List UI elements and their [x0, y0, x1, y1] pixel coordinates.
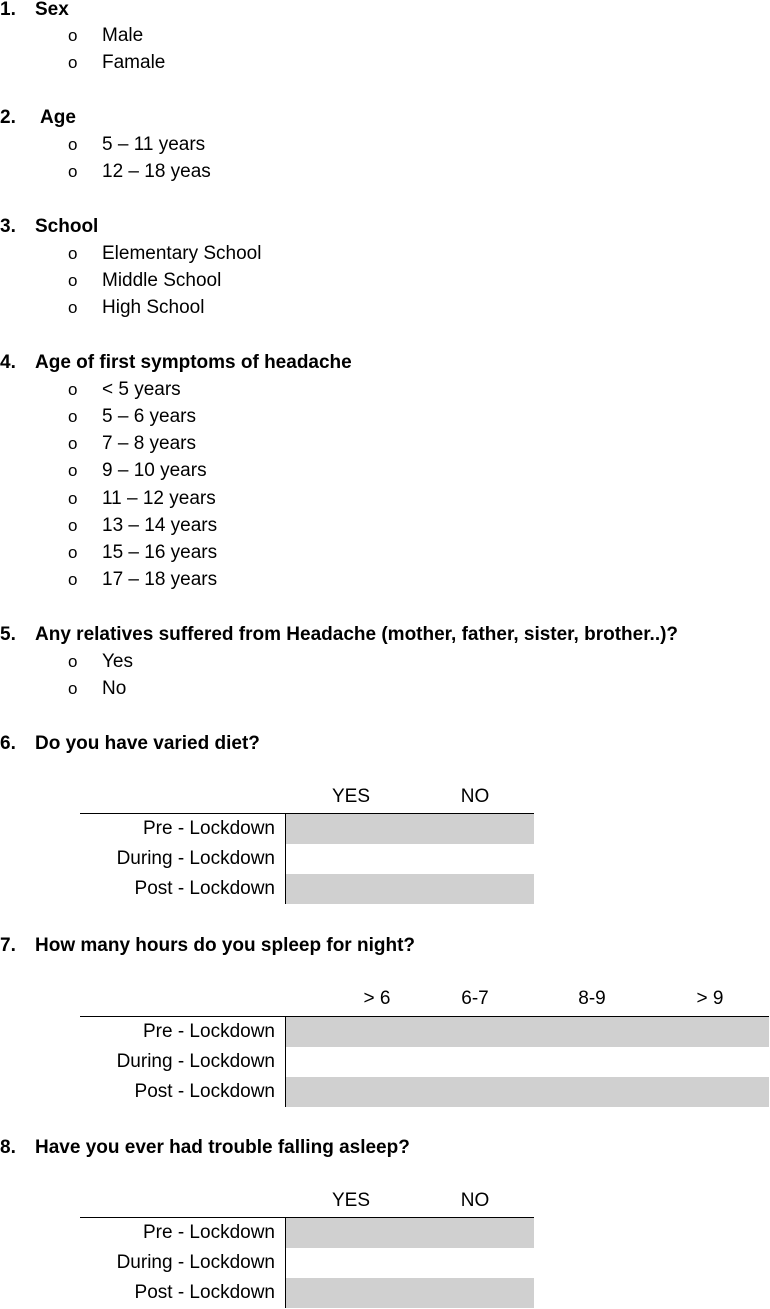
column-header-8-9: 8-9	[578, 988, 606, 1009]
question-number: 6.	[0, 733, 16, 754]
option-label: < 5 years	[102, 379, 181, 400]
radio-circle-icon: o	[68, 53, 78, 72]
radio-option-11-12[interactable]	[68, 488, 216, 510]
radio-option-famale[interactable]	[68, 52, 165, 74]
radio-option-middle-school[interactable]	[68, 270, 221, 292]
question-number: 4.	[0, 352, 16, 373]
option-label: No	[102, 678, 127, 699]
answer-row-during-lockdown[interactable]	[286, 844, 534, 874]
radio-option-age-12-18[interactable]	[68, 161, 211, 183]
radio-option-yes[interactable]	[68, 651, 133, 673]
radio-circle-icon: o	[68, 271, 78, 290]
option-label: 15 – 16 years	[102, 542, 218, 563]
question-number: 1.	[0, 0, 16, 20]
radio-circle-icon: o	[68, 679, 78, 698]
radio-circle-icon: o	[68, 135, 78, 154]
row-label-pre-lockdown: Pre - Lockdown	[142, 1021, 275, 1042]
column-header-6-7: 6-7	[461, 988, 489, 1009]
column-header-over-9: > 9	[696, 988, 724, 1009]
radio-option-15-16[interactable]	[68, 542, 217, 564]
radio-option-no[interactable]	[68, 678, 126, 700]
option-label: Yes	[102, 651, 133, 672]
radio-option-male[interactable]	[68, 25, 143, 47]
radio-option-high-school[interactable]	[68, 297, 204, 319]
question-text: Have you ever had trouble falling asleep?	[35, 1137, 410, 1158]
column-header-no: NO	[460, 786, 490, 807]
answer-row-pre-lockdown[interactable]	[286, 1017, 769, 1047]
column-header-yes: YES	[331, 1190, 371, 1211]
radio-option-age-5-11[interactable]	[68, 134, 205, 156]
column-header-yes: YES	[331, 786, 371, 807]
option-label: Male	[102, 25, 144, 46]
row-label-post-lockdown: Post - Lockdown	[134, 878, 275, 899]
question-text: School	[35, 216, 99, 237]
option-label: 9 – 10 years	[102, 460, 207, 481]
option-label: Elementary School	[102, 243, 262, 264]
row-label-during-lockdown: During - Lockdown	[116, 1051, 275, 1072]
question-text: Age of first symptoms of headache	[35, 352, 352, 373]
answer-row-during-lockdown[interactable]	[286, 1047, 769, 1077]
column-header-no: NO	[460, 1190, 490, 1211]
question-text: Any relatives suffered from Headache (mother, father, sister, brother..)?	[35, 624, 679, 645]
radio-circle-icon: o	[68, 434, 78, 453]
row-label-post-lockdown: Post - Lockdown	[134, 1081, 275, 1102]
answer-row-pre-lockdown[interactable]	[286, 814, 534, 844]
radio-option-17-18[interactable]	[68, 569, 217, 591]
question-number: 3.	[0, 216, 16, 237]
question-8-title	[0, 1137, 410, 1159]
question-3-title	[0, 216, 98, 238]
question-2-title	[0, 107, 76, 129]
row-label-post-lockdown: Post - Lockdown	[134, 1282, 275, 1303]
radio-circle-icon: o	[68, 652, 78, 671]
radio-circle-icon: o	[68, 489, 78, 508]
answer-row-during-lockdown[interactable]	[286, 1248, 534, 1278]
option-label: 13 – 14 years	[102, 515, 218, 536]
question-4-title	[0, 352, 352, 374]
answer-row-post-lockdown[interactable]	[286, 874, 534, 904]
radio-circle-icon: o	[68, 244, 78, 263]
radio-circle-icon: o	[68, 298, 78, 317]
option-label: High School	[102, 297, 205, 318]
option-label: 12 – 18 yeas	[102, 161, 211, 182]
row-label-during-lockdown: During - Lockdown	[116, 1252, 275, 1273]
radio-circle-icon: o	[68, 407, 78, 426]
radio-circle-icon: o	[68, 543, 78, 562]
question-text: Age	[40, 107, 76, 128]
radio-option-5-6[interactable]	[68, 406, 196, 428]
option-label: 5 – 6 years	[102, 406, 196, 427]
radio-circle-icon: o	[68, 570, 78, 589]
question-1-title	[0, 0, 69, 21]
option-label: Famale	[102, 52, 166, 73]
radio-option-9-10[interactable]	[68, 460, 207, 482]
answer-row-post-lockdown[interactable]	[286, 1278, 534, 1308]
question-number: 8.	[0, 1137, 16, 1158]
question-text: Sex	[35, 0, 69, 20]
row-label-during-lockdown: During - Lockdown	[116, 848, 275, 869]
question-number: 7.	[0, 935, 16, 956]
radio-option-13-14[interactable]	[68, 515, 217, 537]
question-text: Do you have varied diet?	[35, 733, 260, 754]
question-text: How many hours do you spleep for night?	[35, 935, 416, 956]
option-label: 5 – 11 years	[102, 134, 206, 155]
option-label: 11 – 12 years	[102, 488, 216, 509]
question-number: 5.	[0, 624, 16, 645]
row-label-pre-lockdown: Pre - Lockdown	[142, 1222, 275, 1243]
radio-option-elementary-school[interactable]	[68, 243, 261, 265]
radio-option-7-8[interactable]	[68, 433, 196, 455]
radio-circle-icon: o	[68, 516, 78, 535]
row-label-pre-lockdown: Pre - Lockdown	[142, 818, 275, 839]
question-6-title	[0, 733, 260, 755]
radio-circle-icon: o	[68, 26, 78, 45]
option-label: Middle School	[102, 270, 222, 291]
radio-circle-icon: o	[68, 162, 78, 181]
radio-circle-icon: o	[68, 461, 78, 480]
column-header-under-6: > 6	[363, 988, 391, 1009]
answer-row-post-lockdown[interactable]	[286, 1077, 769, 1107]
option-label: 7 – 8 years	[102, 433, 196, 454]
radio-option-under-5[interactable]	[68, 379, 181, 401]
radio-circle-icon: o	[68, 380, 78, 399]
answer-row-pre-lockdown[interactable]	[286, 1218, 534, 1248]
option-label: 17 – 18 years	[102, 569, 218, 590]
question-number: 2.	[0, 107, 16, 128]
question-7-title	[0, 935, 415, 957]
question-5-title	[0, 624, 678, 646]
